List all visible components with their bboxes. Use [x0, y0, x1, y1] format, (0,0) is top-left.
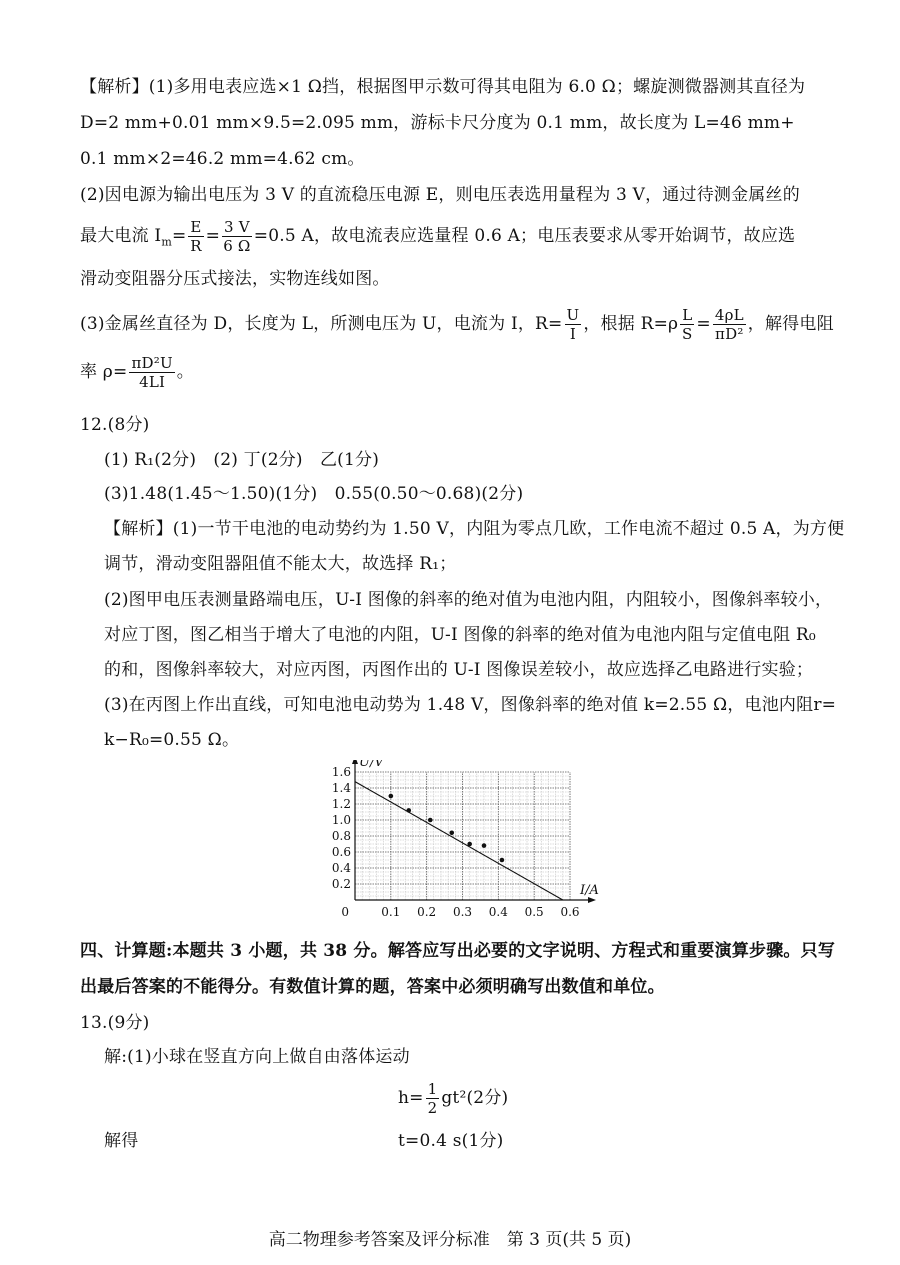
data-point: [406, 808, 411, 813]
analysis-12-line-4: 对应丁图，图乙相当于增大了电池的内阻，U-I 图像的斜率的绝对值为电池内阻与定值电阻 R₀: [104, 625, 816, 645]
solve-label: 解得: [104, 1131, 139, 1151]
y-tick-label: 1.4: [331, 781, 351, 795]
y-axis-arrow: [352, 760, 358, 764]
question-12-answer-1: (1) R₁(2分) (2) 丁(2分) 乙(1分): [104, 450, 380, 470]
analysis-11-line-5: [80, 216, 795, 262]
analysis-11-line-8: [80, 352, 194, 392]
equation-free-fall: [398, 1078, 508, 1118]
y-tick-label: 0.4: [331, 861, 351, 875]
text: ，根据 R=ρ: [583, 314, 679, 334]
data-point: [482, 843, 487, 848]
fraction-resistivity: [129, 354, 174, 391]
analysis-11-line-6: 滑动变阻器分压式接法，实物连线如图。: [80, 269, 390, 289]
text: (3)金属丝直径为 D，长度为 L，所测电压为 U，电流为 I，R=: [80, 314, 563, 334]
ui-graph-svg: [315, 760, 605, 930]
text: 最大电流 I: [80, 226, 162, 246]
x-tick-label: 0.6: [560, 905, 580, 919]
x-tick-label: 0.3: [452, 905, 473, 919]
numerator: U: [566, 306, 580, 324]
denominator: πD²: [715, 325, 744, 343]
data-point: [500, 858, 505, 863]
numerator: 4ρL: [714, 306, 744, 324]
fraction-3v-over-6ohm: [222, 218, 252, 255]
y-tick-label: 1.2: [331, 797, 351, 811]
numerator: πD²U: [131, 354, 173, 372]
equation-time-result: t=0.4 s(1分): [398, 1131, 504, 1151]
analysis-11-line-4: (2)因电源为输出电压为 3 V 的直流稳压电源 E，则电压表选用量程为 3 V，通过待测金属丝的: [80, 185, 800, 205]
x-axis-label: I/A: [580, 883, 599, 898]
numerator: 1: [427, 1080, 438, 1098]
fraction-one-half: [426, 1080, 440, 1117]
text: =: [696, 314, 711, 334]
question-13-solution-line-1: 解:(1)小球在竖直方向上做自由落体运动: [104, 1047, 410, 1067]
denominator: S: [682, 325, 693, 343]
question-12-answer-2: (3)1.48(1.45～1.50)(1分) 0.55(0.50～0.68)(2分): [104, 484, 524, 504]
subscript: m: [161, 235, 172, 249]
data-point: [467, 842, 472, 847]
fraction-l-over-s: [680, 306, 694, 343]
y-tick-label: 0.6: [331, 845, 351, 859]
data-point: [428, 818, 433, 823]
x-tick-label: 0.4: [488, 905, 508, 919]
analysis-12-line-1: 【解析】(1)一节干电池的电动势约为 1.50 V，内阻为零点几欧，工作电流不超过 0.5 A，为方便: [104, 519, 845, 539]
analysis-11-line-2: D=2 mm+0.01 mm×9.5=2.095 mm，游标卡尺分度为 0.1 mm，故长度为 L=46 mm+: [80, 113, 795, 133]
fraction-4rhol-over-pid2: [713, 306, 746, 343]
analysis-12-line-7: k−R₀=0.55 Ω。: [104, 730, 240, 750]
text: ，解得电阻: [747, 314, 834, 334]
origin-label: 0: [341, 905, 349, 919]
denominator: R: [190, 237, 202, 255]
numerator: E: [190, 218, 202, 236]
text: =: [171, 226, 187, 246]
data-point: [449, 831, 454, 836]
x-tick-label: 0.5: [524, 905, 544, 919]
text: =: [205, 226, 221, 246]
fit-line: [355, 782, 563, 900]
section-4-line-2: 出最后答案的不能得分。有数值计算的题，答案中必须明确写出数值和单位。: [80, 977, 665, 997]
ui-graph: [315, 760, 605, 930]
analysis-12-line-5: 的和，图像斜率较大，对应丙图，丙图作出的 U-I 图像误差较小，故应选择乙电路进行实验；: [104, 660, 814, 680]
analysis-12-line-6: (3)在丙图上作出直线，可知电池电动势为 1.48 V，图像斜率的绝对值 k=2.55 Ω，电池内阻r=: [104, 695, 837, 715]
numerator: L: [682, 306, 693, 324]
analysis-12-line-3: (2)图甲电压表测量路端电压，U-I 图像的斜率的绝对值为电池内阻，内阻较小，图像斜率较小，: [104, 590, 833, 610]
text: =0.5 A，故电流表应选量程 0.6 A；电压表要求从零开始调节，故应选: [253, 226, 796, 246]
y-tick-label: 0.2: [331, 877, 351, 891]
text: h=: [398, 1088, 424, 1108]
denominator: 4LI: [139, 373, 166, 391]
y-axis-label: U/V: [359, 760, 384, 770]
denominator: 2: [427, 1099, 438, 1117]
denominator: 6 Ω: [223, 237, 251, 255]
y-tick-label: 1.0: [331, 813, 351, 827]
text: gt²(2分): [441, 1088, 509, 1108]
data-point: [389, 794, 394, 799]
fraction-e-over-r: [188, 218, 203, 255]
analysis-11-line-1: 【解析】(1)多用电表应选×1 Ω挡，根据图甲示数可得其电阻为 6.0 Ω；螺旋测微器测其直径为: [80, 77, 806, 97]
y-tick-label: 0.8: [331, 829, 351, 843]
x-tick-label: 0.2: [417, 905, 437, 919]
analysis-11-line-7: [80, 304, 834, 344]
text: 。: [176, 362, 194, 382]
section-4-line-1: 四、计算题:本题共 3 小题，共 38 分。解答应写出必要的文字说明、方程式和重要演算步骤。只写: [80, 941, 836, 961]
analysis-11-line-3: 0.1 mm×2=46.2 mm=4.62 cm。: [80, 149, 365, 169]
numerator: 3 V: [224, 218, 250, 236]
question-13-heading: 13.(9分): [80, 1013, 150, 1033]
text: 率 ρ=: [80, 362, 128, 382]
denominator: I: [569, 325, 576, 343]
x-tick-label: 0.1: [381, 905, 401, 919]
question-12-heading: 12.(8分): [80, 415, 150, 435]
analysis-12-line-2: 调节，滑动变阻器阻值不能太大，故选择 R₁；: [104, 554, 457, 574]
y-tick-label: 1.6: [331, 765, 351, 779]
page-footer: 高二物理参考答案及评分标准 第 3 页(共 5 页): [268, 1230, 632, 1250]
fraction-u-over-i: [565, 306, 582, 343]
